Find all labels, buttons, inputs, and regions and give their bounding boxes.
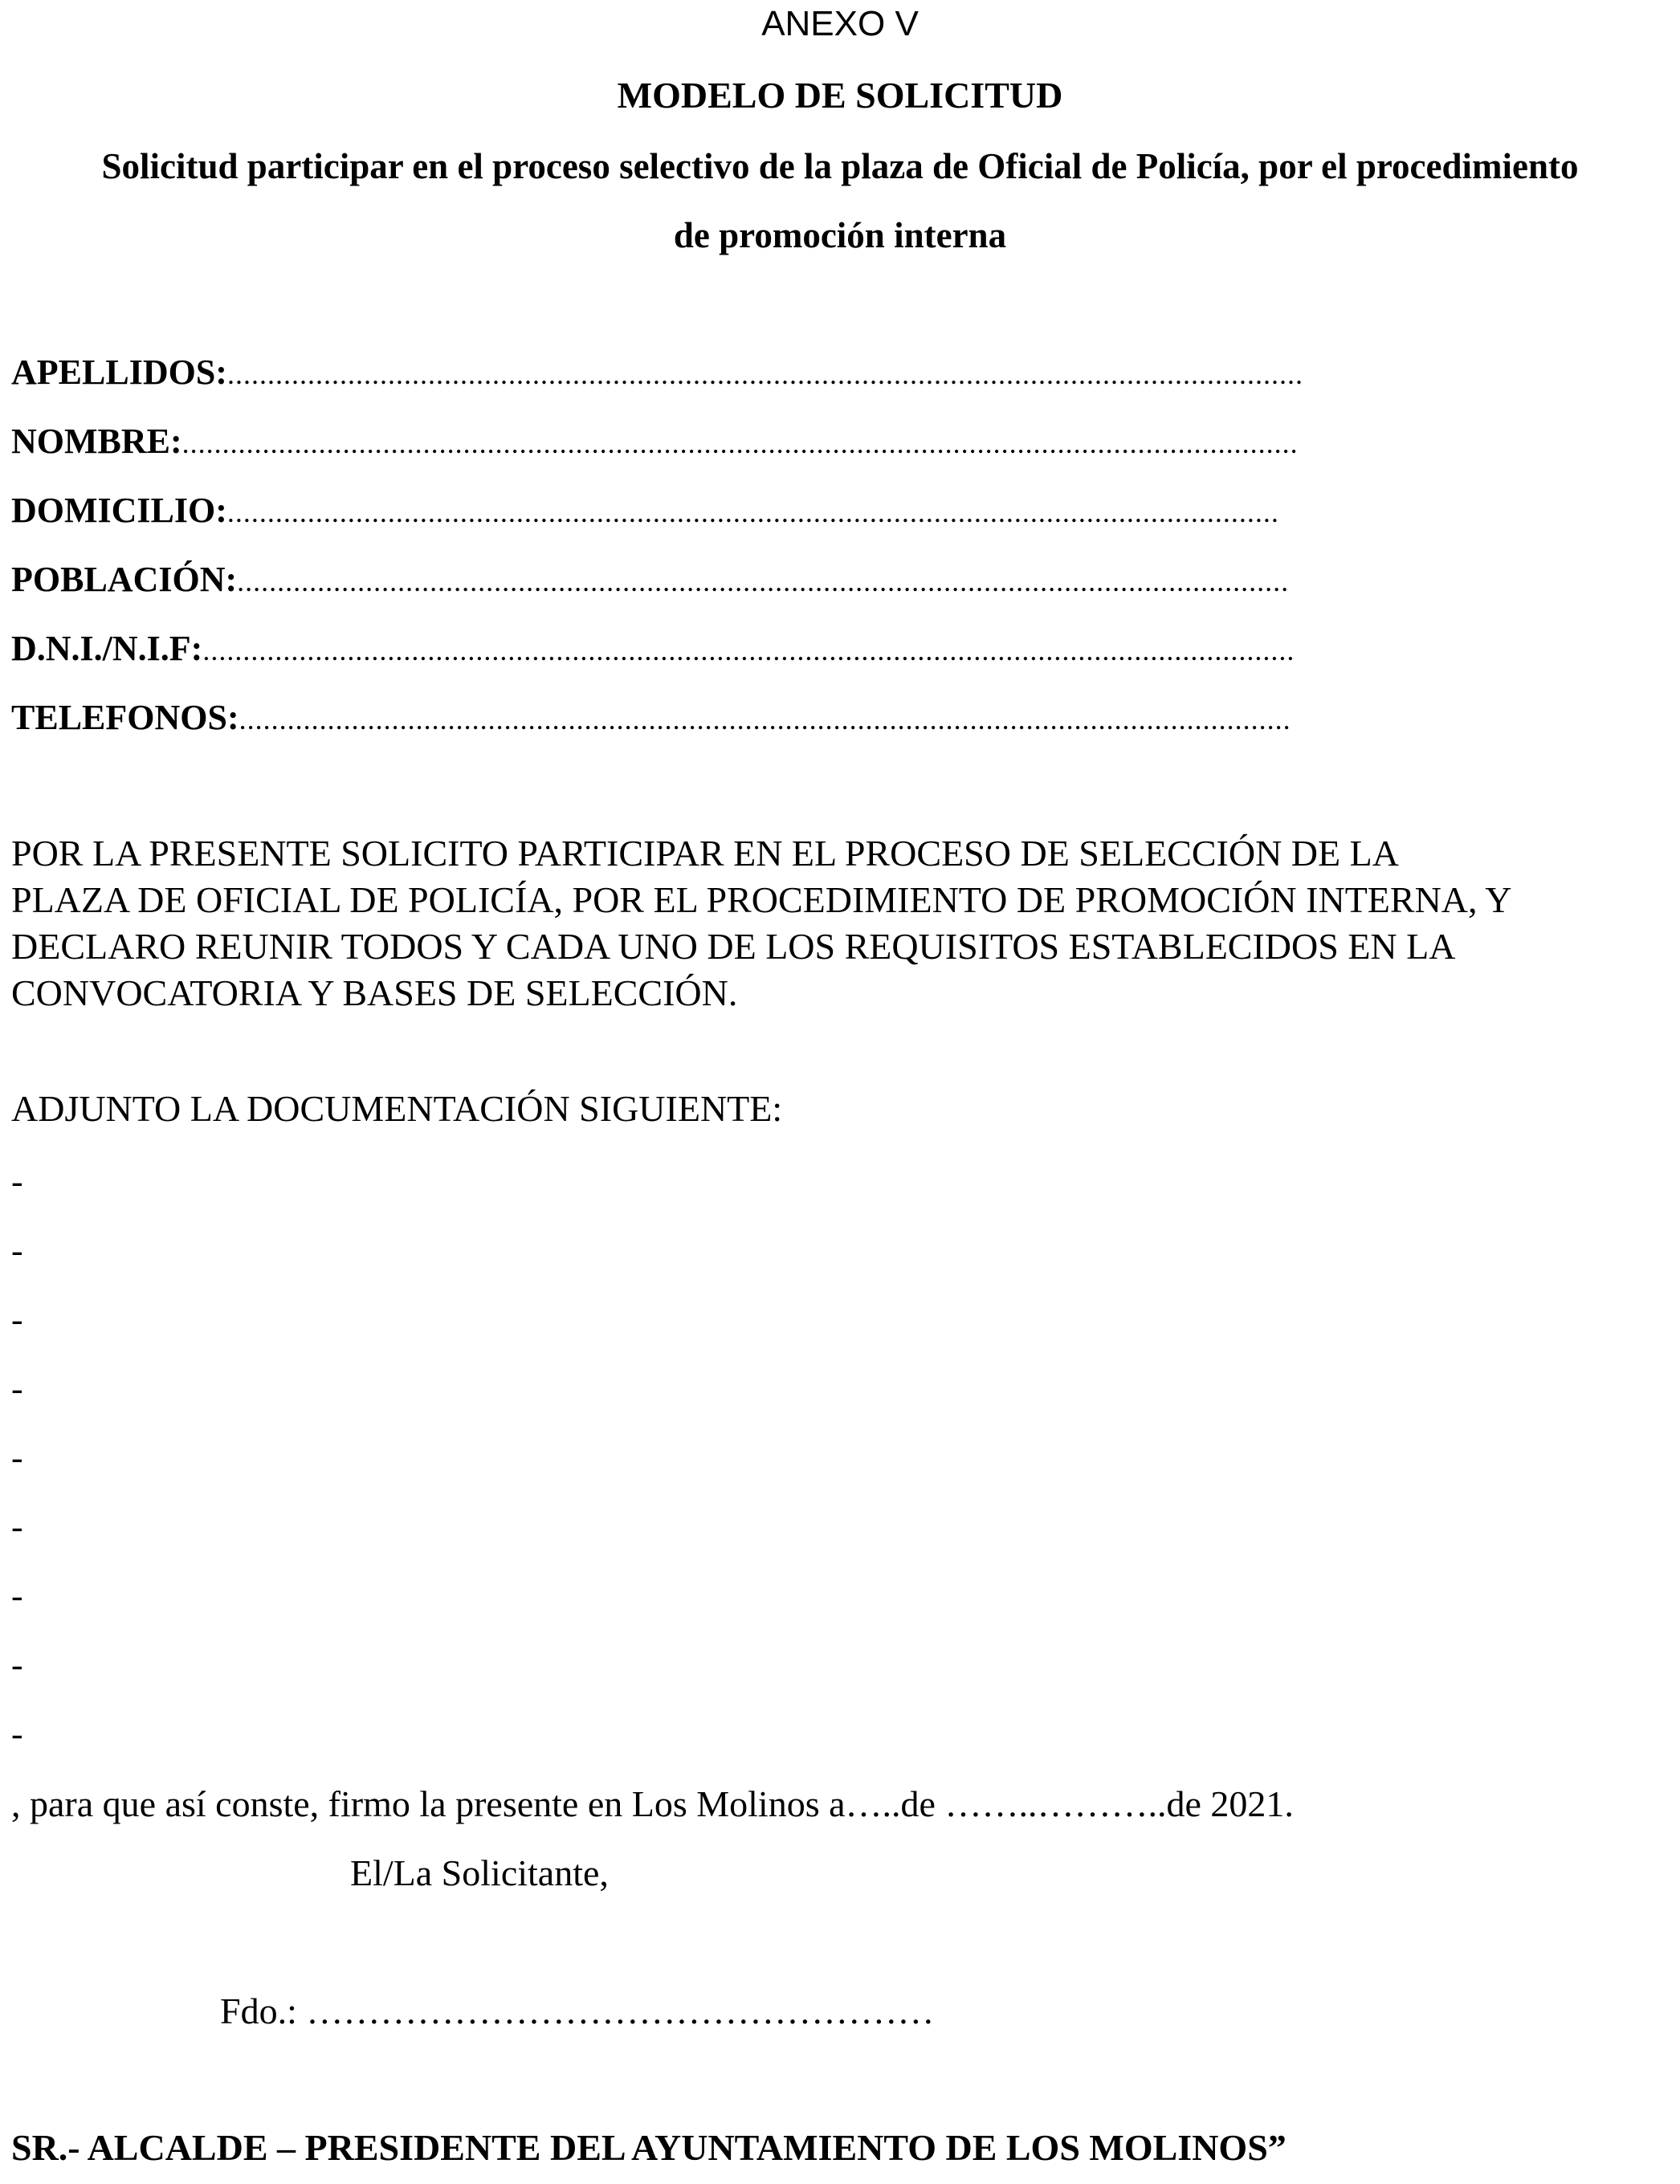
attachment-item: - [11, 1162, 23, 1201]
field-dots-dni-nif: ........................................................................................................................................ [202, 634, 1295, 666]
field-telefonos [11, 694, 1527, 742]
field-label-apellidos: APELLIDOS: [11, 352, 227, 392]
field-dots-nombre: ........................................................................................................................................... [181, 427, 1299, 459]
field-domicilio [11, 487, 1527, 535]
field-label-dni-nif: D.N.I./N.I.F: [11, 629, 203, 668]
attachment-item: - [11, 1300, 23, 1339]
addressee-line: SR.- ALCALDE – PRESIDENTE DEL AYUNTAMIENTO DE LOS MOLINOS” [11, 2127, 1287, 2168]
attachment-item: - [11, 1507, 23, 1546]
field-nombre [11, 418, 1527, 466]
signature-line: Fdo.: …………………………………………… [220, 1990, 935, 2031]
attachment-item: - [11, 1714, 23, 1754]
field-label-domicilio: DOMICILIO: [11, 491, 227, 530]
attachment-item: - [11, 1645, 23, 1685]
annex-heading: ANEXO V [761, 4, 919, 43]
field-dots-apellidos: ...................................................................................................................................... [226, 358, 1303, 390]
declaration-line-2: PLAZA DE OFICIAL DE POLICÍA, POR EL PROCEDIMIENTO DE PROMOCIÓN INTERNA, Y [11, 879, 1512, 920]
attachment-item: - [11, 1231, 23, 1270]
field-label-poblacion: POBLACIÓN: [11, 560, 238, 599]
form-subtitle-line-1: Solicitud participar en el proceso selectivo de la plaza de Oficial de Policía, por el procedimiento [101, 146, 1579, 186]
field-dots-domicilio: ................................................................................................................................... [226, 496, 1279, 528]
field-apellidos [11, 348, 1527, 397]
field-dni-nif [11, 625, 1527, 673]
declaration-line-3: DECLARO REUNIR TODOS Y CADA UNO DE LOS REQUISITOS ESTABLECIDOS EN LA [11, 926, 1456, 967]
form-subtitle-line-2: de promoción interna [673, 215, 1007, 255]
declaration-line-1: POR LA PRESENTE SOLICITO PARTICIPAR EN EL PROCESO DE SELECCIÓN DE LA [11, 833, 1399, 874]
form-title: MODELO DE SOLICITUD [617, 75, 1063, 116]
attachment-item: - [11, 1369, 23, 1408]
field-label-nombre: NOMBRE: [11, 422, 182, 461]
field-dots-poblacion: ................................................................................................................................... [237, 565, 1290, 597]
applicant-label: El/La Solicitante, [350, 1852, 609, 1893]
declaration-line-4: CONVOCATORIA Y BASES DE SELECCIÓN. [11, 972, 738, 1013]
attachment-item: - [11, 1576, 23, 1616]
attachment-item: - [11, 1438, 23, 1477]
attachments-heading: ADJUNTO LA DOCUMENTACIÓN SIGUIENTE: [11, 1088, 783, 1129]
field-poblacion [11, 556, 1527, 604]
field-dots-telefonos: ................................................................................................................................... [239, 703, 1291, 735]
field-label-telefonos: TELEFONOS: [11, 698, 239, 737]
signature-date-line: , para que así conste, firmo la presente en Los Molinos a…..de ……..………..de 2021. [11, 1783, 1294, 1824]
